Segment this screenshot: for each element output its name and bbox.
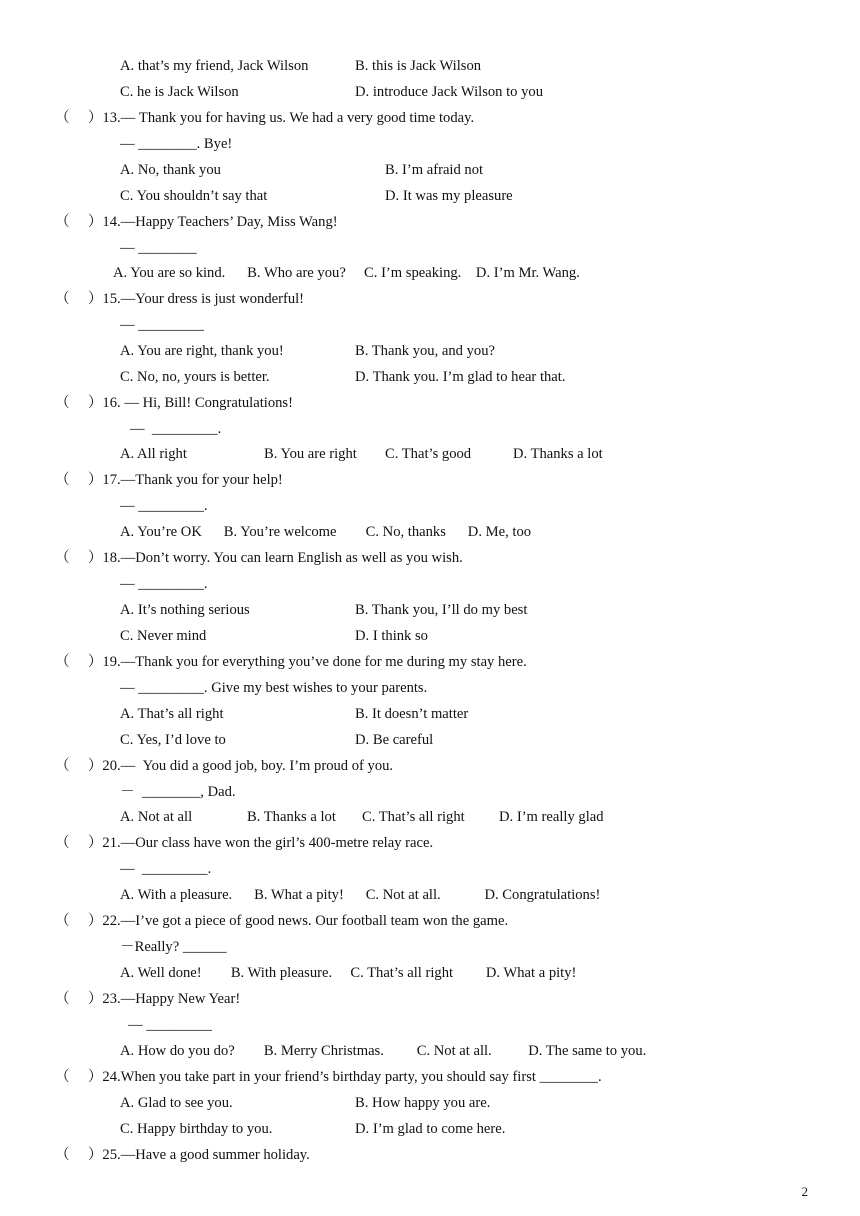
text-line: （ ）22.—I’ve got a piece of good news. Our football team won the game. [55,913,509,929]
text-line: A. Glad to see you. [120,1095,233,1111]
text-line: （ ）13.— Thank you for having us. We had a very good time today. [55,110,475,126]
text-line: D. Thank you. I’m glad to hear that. [355,369,566,385]
text-line: — ________ [120,240,197,256]
text-line: — _________ [120,317,204,333]
text-line: — ________. Bye! [120,136,233,152]
text-line: （ ）19.—Thank you for everything you’ve done for me during my stay here. [55,654,527,670]
text-line: D. introduce Jack Wilson to you [355,84,544,100]
text-line: A. You’re OK B. You’re welcome C. No, thanks D. Me, too [120,524,532,540]
text-line: A. that’s my friend, Jack Wilson [120,58,309,74]
text-line: B. How happy you are. [355,1095,491,1111]
text-line: C. Never mind [120,628,207,644]
text-line: － ________, Dad. [120,784,236,800]
text-line: B. I’m afraid not [385,162,484,178]
text-line: （ ）25.—Have a good summer holiday. [55,1147,310,1163]
text-line: A. You are right, thank you! [120,343,284,359]
text-line: A. It’s nothing serious [120,602,250,618]
text-line: C. Yes, I’d love to [120,732,226,748]
text-line: C. Happy birthday to you. [120,1121,273,1137]
text-line: A. Well done! B. With pleasure. C. That’s all right D. What a pity! [120,965,577,981]
text-line: A. You are so kind. B. Who are you? C. I’m speaking. D. I’m Mr. Wang. [113,265,580,281]
text-line: D. I’m glad to come here. [355,1121,506,1137]
text-line: C. That’s good [385,446,472,462]
text-line: B. You are right [264,446,357,462]
text-line: D. It was my pleasure [385,188,513,204]
text-line: C. You shouldn’t say that [120,188,268,204]
text-line: B. Thank you, I’ll do my best [355,602,528,618]
text-line: — _________ [128,1017,212,1033]
text-line: C. That’s all right [362,809,465,825]
text-line: C. No, no, yours is better. [120,369,270,385]
text-line: （ ）17.—Thank you for your help! [55,472,283,488]
text-line: （ ）14.—Happy Teachers’ Day, Miss Wang! [55,214,338,230]
text-line: （ ）23.—Happy New Year! [55,991,241,1007]
text-line: （ ）20.— You did a good job, boy. I’m proud of you. [55,758,394,774]
text-line: A. How do you do? B. Merry Christmas. C. Not at all. D. The same to you. [120,1043,647,1059]
text-line: D. Thanks a lot [513,446,603,462]
text-line: — _________. [120,498,208,514]
text-line: －Really? ______ [120,939,227,955]
text-line: D. I’m really glad [499,809,604,825]
page-number: 2 [801,1184,808,1199]
text-line: — _________. [120,576,208,592]
text-line: A. That’s all right [120,706,224,722]
text-line: B. Thank you, and you? [355,343,495,359]
text-line: （ ）18.—Don’t worry. You can learn English as well as you wish. [55,550,463,566]
text-line: （ ）24.When you take part in your friend’s birthday party, you should say first ________. [55,1069,602,1085]
text-line: A. Not at all [120,809,193,825]
text-line: A. All right [120,446,187,462]
text-line: （ ）21.—Our class have won the girl’s 400-metre relay race. [55,835,434,851]
text-line: — _________. Give my best wishes to your parents. [120,680,428,696]
text-line: A. No, thank you [120,162,221,178]
text-line: C. he is Jack Wilson [120,84,239,100]
text-line: — _________. [120,861,212,877]
text-line: B. Thanks a lot [247,809,336,825]
text-line: A. With a pleasure. B. What a pity! C. Not at all. D. Congratulations! [120,887,601,903]
text-line: — _________. [130,421,222,437]
text-line: B. this is Jack Wilson [355,58,482,74]
text-line: D. I think so [355,628,428,644]
text-line: B. It doesn’t matter [355,706,469,722]
text-line: （ ）15.—Your dress is just wonderful! [55,291,305,307]
text-line: D. Be careful [355,732,434,748]
text-line: （ ）16. — Hi, Bill! Congratulations! [55,395,293,411]
